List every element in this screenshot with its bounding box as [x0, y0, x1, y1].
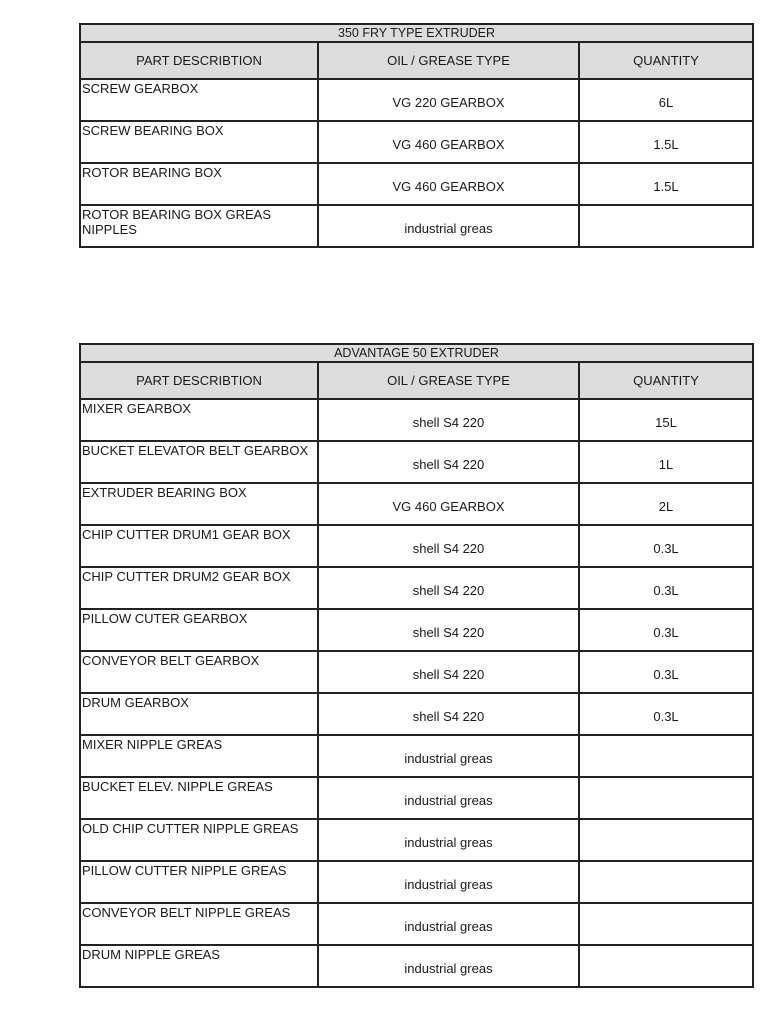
- table-title: ADVANTAGE 50 EXTRUDER: [80, 344, 753, 362]
- cell-part-description: CONVEYOR BELT GEARBOX: [80, 651, 318, 693]
- cell-part-description: BUCKET ELEVATOR BELT GEARBOX: [80, 441, 318, 483]
- table-row: [80, 609, 753, 651]
- cell-quantity: 0.3L: [579, 567, 753, 609]
- cell-oil-grease-type: shell S4 220: [318, 693, 579, 735]
- cell-oil-grease-type: industrial greas: [318, 819, 579, 861]
- cell-oil-grease-type: industrial greas: [318, 903, 579, 945]
- cell-quantity: [579, 777, 753, 819]
- cell-part-description: EXTRUDER BEARING BOX: [80, 483, 318, 525]
- table-row: [80, 567, 753, 609]
- cell-oil-grease-type: shell S4 220: [318, 567, 579, 609]
- column-header-part: PART DESCRIBTION: [80, 42, 318, 79]
- cell-quantity: 1L: [579, 441, 753, 483]
- cell-quantity: 0.3L: [579, 693, 753, 735]
- cell-quantity: 2L: [579, 483, 753, 525]
- cell-oil-grease-type: shell S4 220: [318, 441, 579, 483]
- table-350-fry-type-extruder: [79, 23, 754, 248]
- table-row: [80, 903, 753, 945]
- cell-part-description: DRUM NIPPLE GREAS: [80, 945, 318, 987]
- column-header-part: PART DESCRIBTION: [80, 362, 318, 399]
- cell-quantity: 6L: [579, 79, 753, 121]
- cell-quantity: [579, 735, 753, 777]
- table-row: [80, 525, 753, 567]
- cell-quantity: 0.3L: [579, 651, 753, 693]
- cell-part-description: SCREW GEARBOX: [80, 79, 318, 121]
- cell-part-description: OLD CHIP CUTTER NIPPLE GREAS: [80, 819, 318, 861]
- table-row: [80, 651, 753, 693]
- cell-quantity: 1.5L: [579, 121, 753, 163]
- cell-oil-grease-type: shell S4 220: [318, 399, 579, 441]
- table-row: [80, 483, 753, 525]
- cell-oil-grease-type: shell S4 220: [318, 525, 579, 567]
- cell-oil-grease-type: shell S4 220: [318, 651, 579, 693]
- cell-oil-grease-type: industrial greas: [318, 735, 579, 777]
- table-row: [80, 121, 753, 163]
- cell-part-description: DRUM GEARBOX: [80, 693, 318, 735]
- table-row: [80, 861, 753, 903]
- cell-oil-grease-type: VG 460 GEARBOX: [318, 483, 579, 525]
- column-header-oil: OIL / GREASE TYPE: [318, 42, 579, 79]
- table-row: [80, 777, 753, 819]
- cell-quantity: [579, 205, 753, 247]
- table-title: 350 FRY TYPE EXTRUDER: [80, 24, 753, 42]
- cell-oil-grease-type: shell S4 220: [318, 609, 579, 651]
- table-row: [80, 693, 753, 735]
- cell-part-description: SCREW BEARING BOX: [80, 121, 318, 163]
- cell-part-description: MIXER GEARBOX: [80, 399, 318, 441]
- cell-oil-grease-type: industrial greas: [318, 777, 579, 819]
- cell-oil-grease-type: VG 460 GEARBOX: [318, 121, 579, 163]
- column-header-quantity: QUANTITY: [579, 362, 753, 399]
- cell-part-description: PILLOW CUTER GEARBOX: [80, 609, 318, 651]
- table-row: [80, 79, 753, 121]
- table-row: [80, 945, 753, 987]
- cell-quantity: 1.5L: [579, 163, 753, 205]
- cell-part-description: CHIP CUTTER DRUM2 GEAR BOX: [80, 567, 318, 609]
- cell-quantity: [579, 861, 753, 903]
- table-row: [80, 163, 753, 205]
- cell-quantity: [579, 903, 753, 945]
- cell-part-description: ROTOR BEARING BOX GREAS NIPPLES: [80, 205, 318, 247]
- column-header-oil: OIL / GREASE TYPE: [318, 362, 579, 399]
- cell-oil-grease-type: VG 220 GEARBOX: [318, 79, 579, 121]
- cell-oil-grease-type: industrial greas: [318, 861, 579, 903]
- cell-part-description: CONVEYOR BELT NIPPLE GREAS: [80, 903, 318, 945]
- cell-oil-grease-type: industrial greas: [318, 205, 579, 247]
- cell-part-description: BUCKET ELEV. NIPPLE GREAS: [80, 777, 318, 819]
- cell-part-description: PILLOW CUTTER NIPPLE GREAS: [80, 861, 318, 903]
- cell-part-description: ROTOR BEARING BOX: [80, 163, 318, 205]
- cell-quantity: [579, 945, 753, 987]
- table-row: [80, 399, 753, 441]
- cell-quantity: [579, 819, 753, 861]
- cell-part-description: CHIP CUTTER DRUM1 GEAR BOX: [80, 525, 318, 567]
- cell-oil-grease-type: industrial greas: [318, 945, 579, 987]
- cell-quantity: 0.3L: [579, 609, 753, 651]
- cell-part-description: MIXER NIPPLE GREAS: [80, 735, 318, 777]
- cell-quantity: 0.3L: [579, 525, 753, 567]
- table-row: [80, 441, 753, 483]
- table-row: [80, 735, 753, 777]
- table-row: [80, 205, 753, 247]
- column-header-quantity: QUANTITY: [579, 42, 753, 79]
- cell-quantity: 15L: [579, 399, 753, 441]
- table-row: [80, 819, 753, 861]
- table-advantage-50-extruder: [79, 343, 754, 988]
- cell-oil-grease-type: VG 460 GEARBOX: [318, 163, 579, 205]
